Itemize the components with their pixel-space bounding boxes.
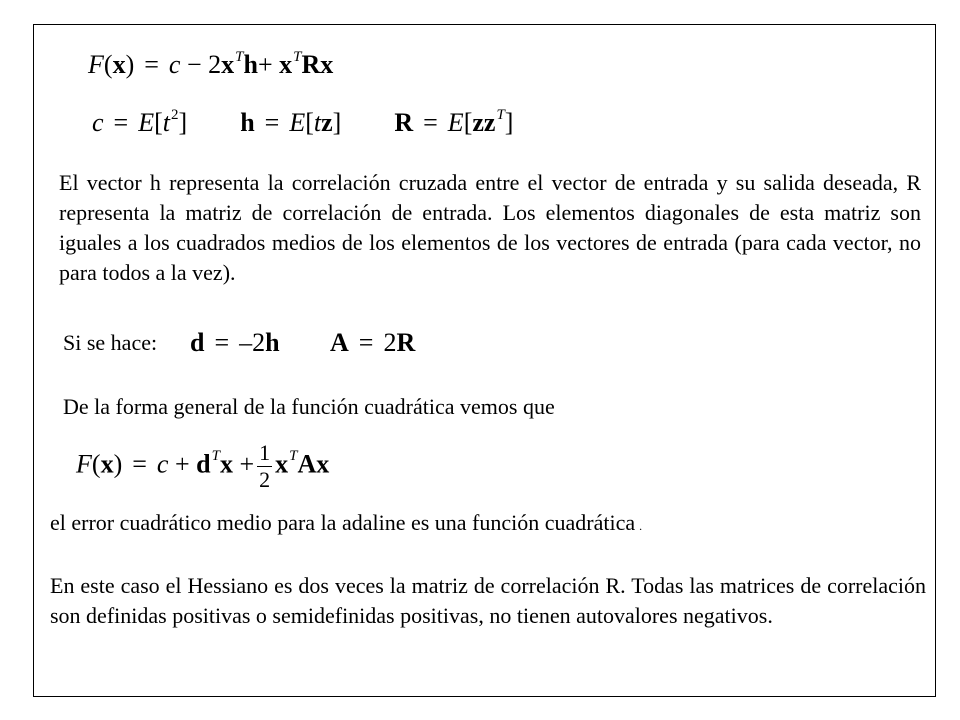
paragraph-hessian: En este caso el Hessiano es dos veces la matriz de correlación R. Todas las matrices de correlación son definidas positivas o semidefinidas positivas, no tienen autovalores negativos.	[50, 573, 926, 628]
equation-quadratic-error: $F(x) = c - 2x^Th+ x^TRx$	[88, 49, 334, 79]
paragraph-adaline-error: el error cuadrático medio para la adaline es una función cuadrática .	[50, 510, 643, 535]
text-si-se-hace: Si se hace:	[63, 330, 158, 355]
equation-a-definition: A = 2R	[330, 328, 416, 357]
paragraph-correlation: El vector h representa la correlación cruzada entre el vector de entrada y su salida deseada, R representa la matriz de correlación de entrada. Los elementos diagonales de esta matriz son iguales a los cuadrados medios de los elementos de los vectores de entrada (para cada vector, no para todos a la vez).	[59, 170, 921, 285]
equation-definitions: $c = E[t^2] h = E[tz] R = E[zz^T]$	[92, 107, 514, 137]
equation-d-definition: d = –2h	[190, 328, 280, 357]
equation-general-quadratic: $F(x) = c + d^Tx$ + $\frac{1}{2}$ $x^TAx$	[76, 440, 330, 492]
paragraph-general-form: De la forma general de la función cuadrática vemos que	[63, 394, 555, 419]
fraction-one-half: $\frac{1}{2}$	[259, 440, 271, 492]
